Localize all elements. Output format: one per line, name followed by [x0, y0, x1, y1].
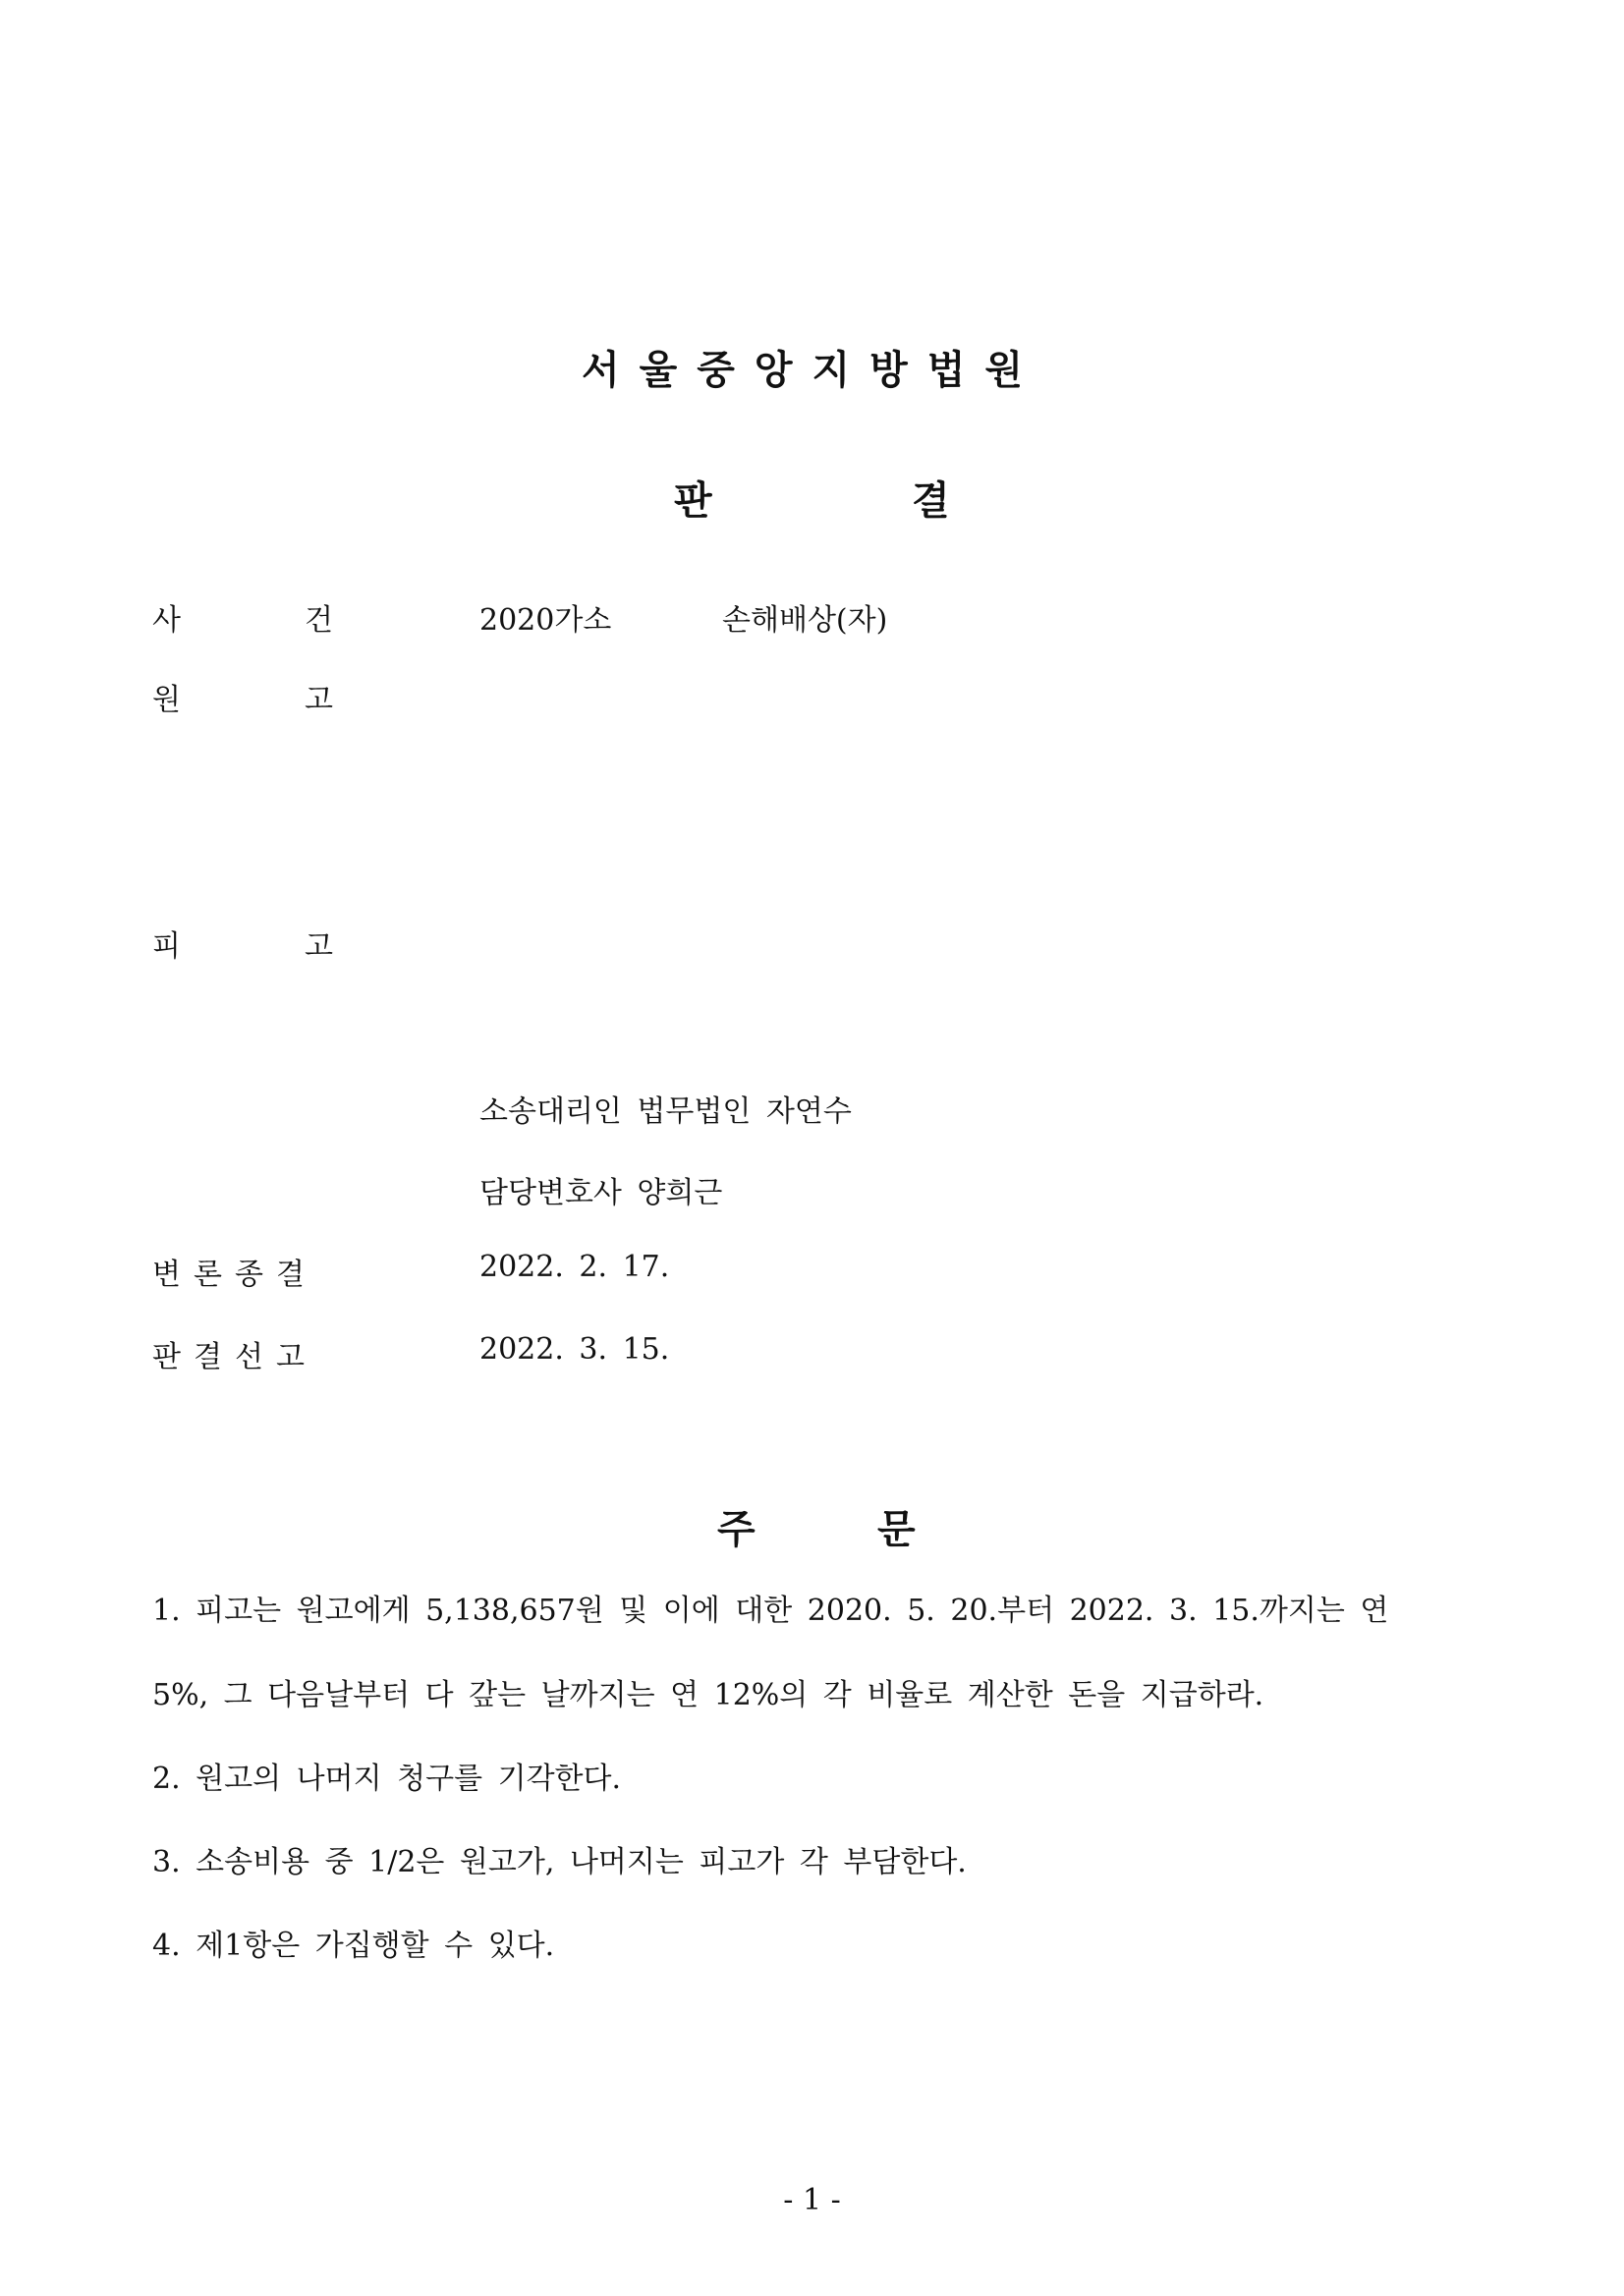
closing-row — [0, 1250, 1624, 1292]
court-name: 서울중앙지방법원 — [581, 348, 1043, 393]
plaintiff-label-a: 원 — [152, 683, 181, 717]
case-label-b: 건 — [305, 603, 333, 638]
counsel-name: 소송대리인 법무법인 자연수 — [479, 1094, 852, 1129]
case-name: 손해배상(자) — [722, 603, 888, 638]
plaintiff-label-b: 고 — [305, 683, 333, 717]
order-item-2: 2. 원고의 나머지 청구를 기각한다. — [152, 1762, 622, 1796]
defendant-row — [0, 922, 1624, 964]
decision-row — [0, 1332, 1624, 1372]
attorney-name: 담당변호사 양희근 — [479, 1176, 723, 1210]
case-row — [0, 595, 1624, 638]
document-title-right: 결 — [912, 478, 950, 524]
order-title-left: 주 — [717, 1507, 756, 1552]
case-number: 2020가소 — [479, 603, 612, 638]
counsel-row — [0, 1087, 1624, 1129]
order-item-1-line-1: 1. 피고는 원고에게 5,138,657원 및 이에 대한 2020. 5. 20.부터 2022. 3. 15.까지는 연 — [152, 1594, 1389, 1628]
attorney-row — [0, 1168, 1624, 1210]
order-item-4: 4. 제1항은 가집행할 수 있다. — [152, 1929, 555, 1963]
order-item-3: 3. 소송비용 중 1/2은 원고가, 나머지는 피고가 각 부담한다. — [152, 1845, 967, 1879]
page-number: - 1 - — [783, 2183, 841, 2217]
decision-date: 2022. 3. 15. — [479, 1332, 670, 1367]
defendant-label-a: 피 — [152, 929, 181, 964]
closing-date: 2022. 2. 17. — [479, 1250, 670, 1284]
defendant-label-b: 고 — [305, 929, 333, 964]
closing-label: 변론종결 — [152, 1258, 317, 1292]
document-title-left: 판 — [674, 478, 712, 524]
plaintiff-row — [0, 675, 1624, 717]
order-title-right: 문 — [877, 1507, 916, 1552]
decision-label: 판결선고 — [152, 1340, 317, 1374]
order-item-1-line-2: 5%, 그 다음날부터 다 갚는 날까지는 연 12%의 각 비율로 계산한 돈을 지급하라. — [152, 1678, 1264, 1712]
case-label-a: 사 — [152, 603, 181, 638]
